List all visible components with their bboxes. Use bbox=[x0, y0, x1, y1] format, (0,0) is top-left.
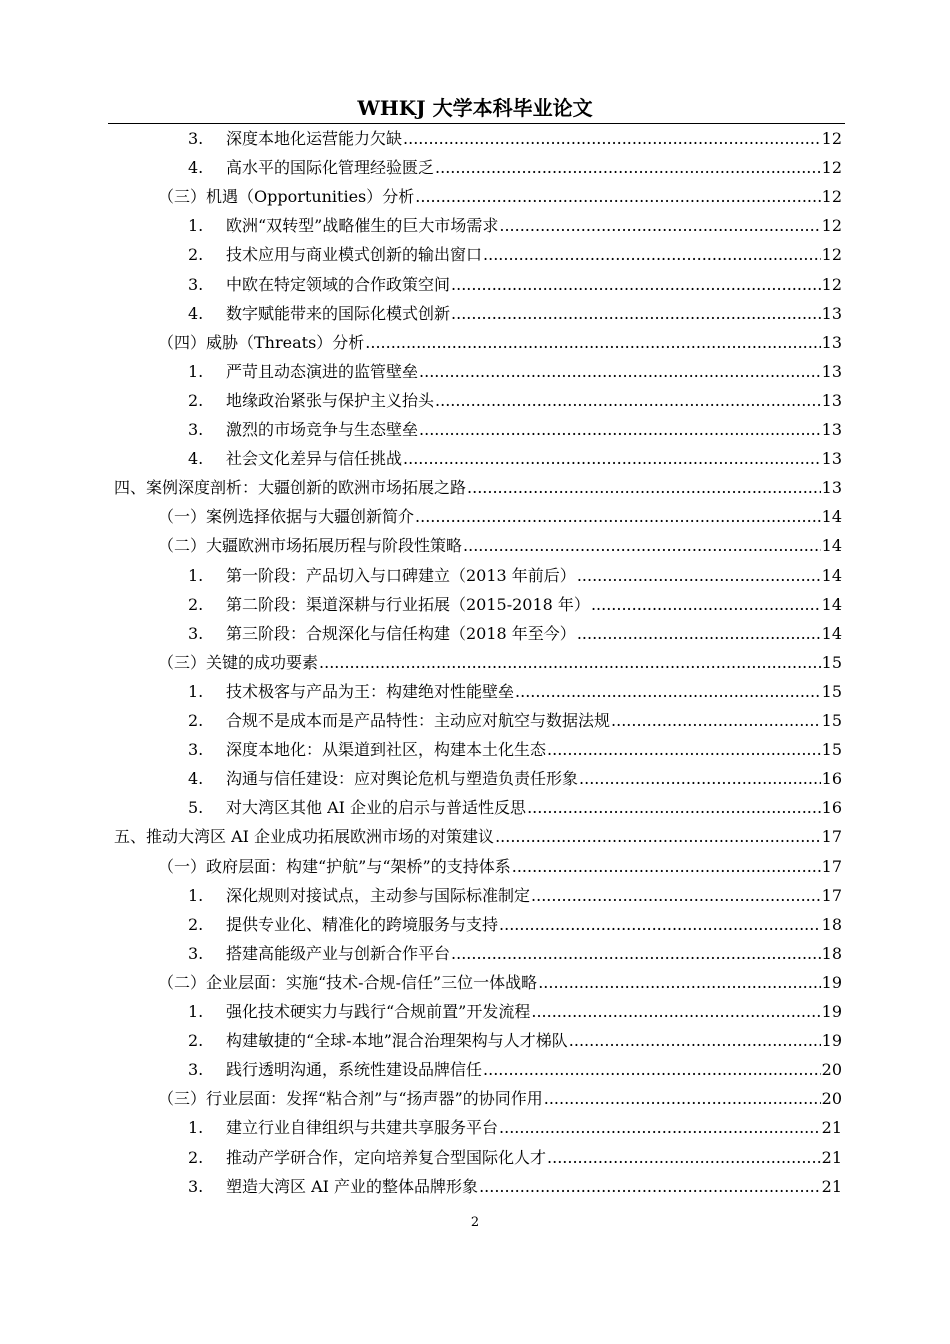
toc-entry-title bbox=[188, 299, 450, 328]
toc-dot-leader bbox=[499, 1113, 821, 1142]
toc-entry-page: 20 bbox=[821, 1089, 842, 1109]
toc-dot-leader bbox=[531, 997, 820, 1026]
toc-entry-number: 4. bbox=[188, 449, 204, 469]
toc-entry[interactable] bbox=[188, 299, 842, 328]
toc-entry-page: 12 bbox=[821, 245, 842, 265]
toc-entry-number: 5. bbox=[188, 798, 204, 818]
toc-entry-text: 深度本地化运营能力欠缺 bbox=[226, 129, 403, 148]
toc-entry-number: 2. bbox=[188, 1031, 204, 1051]
toc-entry-title bbox=[114, 473, 466, 502]
toc-entry-page: 12 bbox=[821, 129, 842, 148]
toc-entry-page: 21 bbox=[821, 1118, 842, 1138]
toc-entry-text: 构建敏捷的“全球-本地”混合治理架构与人才梯队 bbox=[226, 1031, 568, 1051]
toc-entry-title bbox=[188, 1143, 546, 1172]
toc-entry[interactable] bbox=[188, 270, 842, 299]
toc-entry-number: 2. bbox=[188, 594, 204, 614]
toc-entry-page: 14 bbox=[821, 565, 842, 585]
toc-entry-page: 13 bbox=[821, 449, 842, 469]
toc-entry-number: 3. bbox=[188, 740, 204, 760]
toc-entry-page: 13 bbox=[821, 303, 842, 323]
toc-entry-text: 塑造大湾区 AI 产业的整体品牌形象 bbox=[226, 1176, 479, 1196]
toc-entry-page: 17 bbox=[821, 856, 842, 876]
toc-entry[interactable] bbox=[158, 852, 842, 881]
toc-entry-number: 1. bbox=[188, 681, 204, 701]
toc-entry-title bbox=[188, 211, 498, 240]
toc-entry-number: 4. bbox=[188, 158, 204, 178]
toc-entry-page: 13 bbox=[821, 478, 842, 498]
toc-entry-title bbox=[158, 1084, 543, 1113]
toc-entry-page: 20 bbox=[821, 1060, 842, 1080]
toc-entry[interactable] bbox=[158, 968, 842, 997]
toc-entry-text: 五、推动大湾区 AI 企业成功拓展欧洲市场的对策建议 bbox=[114, 827, 495, 847]
page-header-title: WHKJ 大学本科毕业论文 bbox=[357, 96, 593, 120]
toc-entry-number: 4. bbox=[188, 769, 204, 789]
toc-entry-title bbox=[188, 677, 514, 706]
toc-entry[interactable] bbox=[188, 415, 842, 444]
toc-entry-text: （三）机遇（Opportunities）分析 bbox=[158, 187, 415, 207]
toc-entry-text: 强化技术硬实力与践行“合规前置”开发流程 bbox=[226, 1002, 531, 1021]
toc-entry[interactable] bbox=[188, 1143, 842, 1172]
toc-dot-leader bbox=[577, 561, 821, 590]
toc-entry-number: 1. bbox=[188, 885, 204, 905]
toc-entry-title bbox=[188, 1026, 568, 1055]
toc-entry-title bbox=[188, 415, 418, 444]
toc-entry-title bbox=[158, 502, 414, 531]
toc-entry-text: 数字赋能带来的国际化模式创新 bbox=[226, 303, 451, 323]
toc-entry-text: （三）关键的成功要素 bbox=[158, 652, 319, 672]
toc-entry-text: 技术应用与商业模式创新的输出窗口 bbox=[226, 245, 483, 265]
toc-entry-number: 4. bbox=[188, 303, 204, 323]
toc-entry[interactable] bbox=[188, 1172, 842, 1201]
toc-dot-leader bbox=[403, 444, 821, 473]
page-number: 2 bbox=[470, 1215, 480, 1230]
toc-entry[interactable] bbox=[158, 502, 842, 531]
toc-entry-title bbox=[188, 793, 526, 822]
toc-entry[interactable] bbox=[188, 124, 842, 153]
toc-entry[interactable] bbox=[158, 182, 842, 211]
toc-entry-text: （四）威胁（Threats）分析 bbox=[158, 332, 365, 352]
toc-entry-page: 14 bbox=[821, 594, 842, 614]
toc-entry-text: 四、案例深度剖析：大疆创新的欧洲市场拓展之路 bbox=[114, 478, 467, 498]
toc-entry-number: 1. bbox=[188, 1002, 204, 1021]
toc-entry-text: 提供专业化、精准化的跨境服务与支持 bbox=[226, 914, 499, 934]
toc-entry-title bbox=[158, 968, 537, 997]
toc-entry-text: 沟通与信任建设：应对舆论危机与塑造负责任形象 bbox=[226, 769, 579, 789]
toc-entry-text: 第二阶段：渠道深耕与行业拓展（2015-2018 年） bbox=[226, 594, 590, 614]
toc-dot-leader bbox=[499, 910, 821, 939]
toc-entry-text: 深度本地化：从渠道到社区，构建本土化生态 bbox=[226, 740, 547, 760]
toc-entry[interactable] bbox=[188, 735, 842, 764]
toc-entry-title bbox=[188, 1172, 478, 1201]
toc-entry-text: 推动产学研合作，定向培养复合型国际化人才 bbox=[226, 1147, 547, 1167]
toc-entry-text: 激烈的市场竞争与生态壁垒 bbox=[226, 420, 419, 439]
toc-entry-page: 19 bbox=[821, 1031, 842, 1051]
toc-entry-text: 技术极客与产品为王：构建绝对性能壁垒 bbox=[226, 681, 515, 701]
toc-dot-leader bbox=[451, 939, 821, 968]
toc-dot-leader bbox=[419, 357, 821, 386]
toc-entry-text: （一）政府层面：构建“护航”与“架桥”的支持体系 bbox=[158, 856, 511, 876]
toc-dot-leader bbox=[512, 852, 821, 881]
toc-entry-text: 深化规则对接试点，主动参与国际标准制定 bbox=[226, 885, 531, 905]
toc-entry[interactable] bbox=[188, 153, 842, 182]
toc-entry[interactable] bbox=[188, 357, 842, 386]
toc-entry-text: （二）大疆欧洲市场拓展历程与阶段性策略 bbox=[158, 536, 463, 556]
toc-entry[interactable] bbox=[188, 939, 842, 968]
toc-entry-text: 社会文化差异与信任挑战 bbox=[226, 449, 403, 469]
toc-entry-text: 第一阶段：产品切入与口碑建立（2013 年前后） bbox=[226, 565, 576, 585]
toc-entry-text: 高水平的国际化管理经验匮乏 bbox=[226, 158, 435, 178]
toc-entry[interactable] bbox=[188, 590, 842, 619]
toc-entry-text: （二）企业层面：实施“技术-合规-信任”三位一体战略 bbox=[158, 972, 538, 992]
toc-entry-number: 3. bbox=[188, 1176, 204, 1196]
toc-entry-title bbox=[114, 822, 494, 851]
toc-entry[interactable] bbox=[188, 561, 842, 590]
toc-entry-title bbox=[188, 124, 402, 153]
toc-entry-title bbox=[188, 444, 402, 473]
toc-entry-text: 合规不是成本而是产品特性：主动应对航空与数据法规 bbox=[226, 711, 611, 730]
toc-entry-text: 地缘政治紧张与保护主义抬头 bbox=[226, 390, 435, 410]
toc-dot-leader bbox=[495, 822, 821, 851]
toc-entry-title bbox=[188, 735, 546, 764]
toc-entry[interactable] bbox=[188, 881, 842, 910]
toc-entry-number: 1. bbox=[188, 361, 204, 381]
toc-entry-title bbox=[158, 531, 462, 560]
toc-entry-number: 3. bbox=[188, 623, 204, 643]
toc-dot-leader bbox=[451, 299, 821, 328]
toc-entry-text: 欧洲“双转型”战略催生的巨大市场需求 bbox=[226, 216, 499, 236]
toc-entry[interactable] bbox=[188, 211, 842, 240]
toc-entry[interactable] bbox=[114, 822, 842, 851]
toc-entry-title bbox=[188, 881, 530, 910]
toc-entry-title bbox=[188, 706, 610, 735]
toc-entry-title bbox=[188, 1055, 482, 1084]
toc-dot-leader bbox=[365, 328, 820, 357]
toc-entry-page: 16 bbox=[821, 798, 842, 818]
toc-entry[interactable] bbox=[188, 997, 842, 1026]
toc-entry[interactable] bbox=[158, 328, 842, 357]
toc-dot-leader bbox=[403, 124, 821, 153]
toc-entry-title bbox=[188, 590, 590, 619]
toc-entry[interactable] bbox=[188, 619, 842, 648]
toc-entry-title bbox=[188, 270, 450, 299]
toc-dot-leader bbox=[569, 1026, 821, 1055]
toc-entry-title bbox=[188, 561, 576, 590]
toc-entry-page: 21 bbox=[821, 1176, 842, 1196]
toc-entry-page: 14 bbox=[821, 507, 842, 527]
toc-dot-leader bbox=[467, 473, 821, 502]
toc-entry-text: 中欧在特定领域的合作政策空间 bbox=[226, 274, 451, 294]
toc-entry-page: 16 bbox=[821, 769, 842, 789]
toc-entry-title bbox=[188, 153, 434, 182]
toc-entry-page: 15 bbox=[821, 711, 842, 730]
toc-entry-number: 1. bbox=[188, 565, 204, 585]
toc-entry-text: 搭建高能级产业与创新合作平台 bbox=[226, 943, 451, 963]
toc-entry[interactable] bbox=[158, 531, 842, 560]
toc-entry[interactable] bbox=[158, 648, 842, 677]
toc-entry[interactable] bbox=[188, 1026, 842, 1055]
toc-dot-leader bbox=[579, 764, 821, 793]
toc-dot-leader bbox=[531, 881, 821, 910]
toc-entry-number: 3. bbox=[188, 129, 204, 148]
toc-dot-leader bbox=[463, 531, 821, 560]
toc-entry-page: 12 bbox=[821, 216, 842, 236]
toc-entry-title bbox=[188, 619, 576, 648]
toc-entry-number: 2. bbox=[188, 1147, 204, 1167]
toc-entry-page: 21 bbox=[821, 1147, 842, 1167]
toc-dot-leader bbox=[435, 153, 821, 182]
toc-entry-title bbox=[188, 997, 530, 1026]
toc-entry-title bbox=[188, 386, 434, 415]
toc-dot-leader bbox=[419, 415, 821, 444]
toc-entry-text: 严苛且动态演进的监管壁垒 bbox=[226, 361, 419, 381]
toc-entry-page: 15 bbox=[821, 740, 842, 760]
toc-entry-page: 18 bbox=[821, 914, 842, 934]
toc-entry-page: 12 bbox=[821, 274, 842, 294]
toc-entry[interactable] bbox=[158, 1084, 842, 1113]
toc-dot-leader bbox=[415, 502, 821, 531]
toc-entry[interactable] bbox=[188, 386, 842, 415]
toc-entry[interactable] bbox=[188, 1113, 842, 1142]
toc-entry-page: 13 bbox=[821, 420, 842, 439]
toc-entry[interactable] bbox=[188, 910, 842, 939]
toc-entry-number: 1. bbox=[188, 216, 204, 236]
toc-entry-page: 18 bbox=[821, 943, 842, 963]
toc-entry-number: 2. bbox=[188, 711, 204, 730]
toc-dot-leader bbox=[538, 968, 820, 997]
toc-dot-leader bbox=[611, 706, 821, 735]
toc-entry-title bbox=[158, 852, 511, 881]
toc-entry-title bbox=[188, 357, 418, 386]
toc-dot-leader bbox=[515, 677, 821, 706]
toc-entry-page: 13 bbox=[821, 332, 842, 352]
toc-entry-title bbox=[188, 939, 450, 968]
toc-dot-leader bbox=[483, 1055, 821, 1084]
toc-dot-leader bbox=[319, 648, 821, 677]
toc-entry[interactable] bbox=[188, 240, 842, 269]
toc-entry-page: 14 bbox=[821, 623, 842, 643]
toc-entry-text: （三）行业层面：发挥“粘合剂”与“扬声器”的协同作用 bbox=[158, 1089, 543, 1109]
toc-entry-title bbox=[188, 764, 578, 793]
toc-entry-number: 3. bbox=[188, 420, 204, 439]
toc-entry-page: 15 bbox=[821, 681, 842, 701]
toc-entry-page: 19 bbox=[821, 1002, 842, 1021]
toc-entry[interactable] bbox=[188, 1055, 842, 1084]
toc-entry-text: （一）案例选择依据与大疆创新简介 bbox=[158, 507, 415, 527]
toc-entry-number: 2. bbox=[188, 914, 204, 934]
toc-entry-title bbox=[158, 328, 364, 357]
toc-entry-page: 17 bbox=[821, 885, 842, 905]
toc-entry-text: 建立行业自律组织与共建共享服务平台 bbox=[226, 1118, 499, 1138]
toc-entry-number: 3. bbox=[188, 1060, 204, 1080]
toc-dot-leader bbox=[577, 619, 821, 648]
toc-dot-leader bbox=[483, 240, 821, 269]
toc-entry-title bbox=[158, 182, 414, 211]
toc-entry-text: 对大湾区其他 AI 企业的启示与普适性反思 bbox=[226, 798, 527, 818]
toc-entry-number: 2. bbox=[188, 390, 204, 410]
toc-dot-leader bbox=[544, 1084, 821, 1113]
toc-entry-title bbox=[188, 1113, 498, 1142]
toc-entry-page: 19 bbox=[821, 972, 842, 992]
toc-entry-page: 14 bbox=[821, 536, 842, 556]
toc-dot-leader bbox=[435, 386, 821, 415]
toc-entry[interactable] bbox=[188, 764, 842, 793]
toc-entry[interactable] bbox=[114, 473, 842, 502]
toc-dot-leader bbox=[547, 735, 821, 764]
toc-dot-leader bbox=[527, 793, 821, 822]
toc-entry-number: 3. bbox=[188, 274, 204, 294]
toc-entry-page: 15 bbox=[821, 652, 842, 672]
toc-entry-page: 13 bbox=[821, 390, 842, 410]
toc-entry-page: 17 bbox=[821, 827, 842, 847]
toc-entry-title bbox=[188, 910, 498, 939]
toc-entry-page: 13 bbox=[821, 361, 842, 381]
toc-dot-leader bbox=[479, 1172, 821, 1201]
toc-entry[interactable] bbox=[188, 444, 842, 473]
toc-entry-text: 第三阶段：合规深化与信任构建（2018 年至今） bbox=[226, 623, 576, 643]
toc-dot-leader bbox=[415, 182, 820, 211]
toc-entry[interactable] bbox=[188, 706, 842, 735]
toc-entry-number: 2. bbox=[188, 245, 204, 265]
toc-entry-number: 1. bbox=[188, 1118, 204, 1138]
toc-entry[interactable] bbox=[188, 677, 842, 706]
toc-dot-leader bbox=[451, 270, 821, 299]
toc-entry[interactable] bbox=[188, 793, 842, 822]
toc-entry-number: 3. bbox=[188, 943, 204, 963]
toc-entry-text: 践行透明沟通，系统性建设品牌信任 bbox=[226, 1060, 483, 1080]
toc-dot-leader bbox=[499, 211, 820, 240]
toc-entry-title bbox=[188, 240, 482, 269]
toc-dot-leader bbox=[591, 590, 821, 619]
toc-dot-leader bbox=[547, 1143, 821, 1172]
toc-entry-page: 12 bbox=[821, 187, 842, 207]
toc-entry-page: 12 bbox=[821, 158, 842, 178]
toc-entry-title bbox=[158, 648, 318, 677]
